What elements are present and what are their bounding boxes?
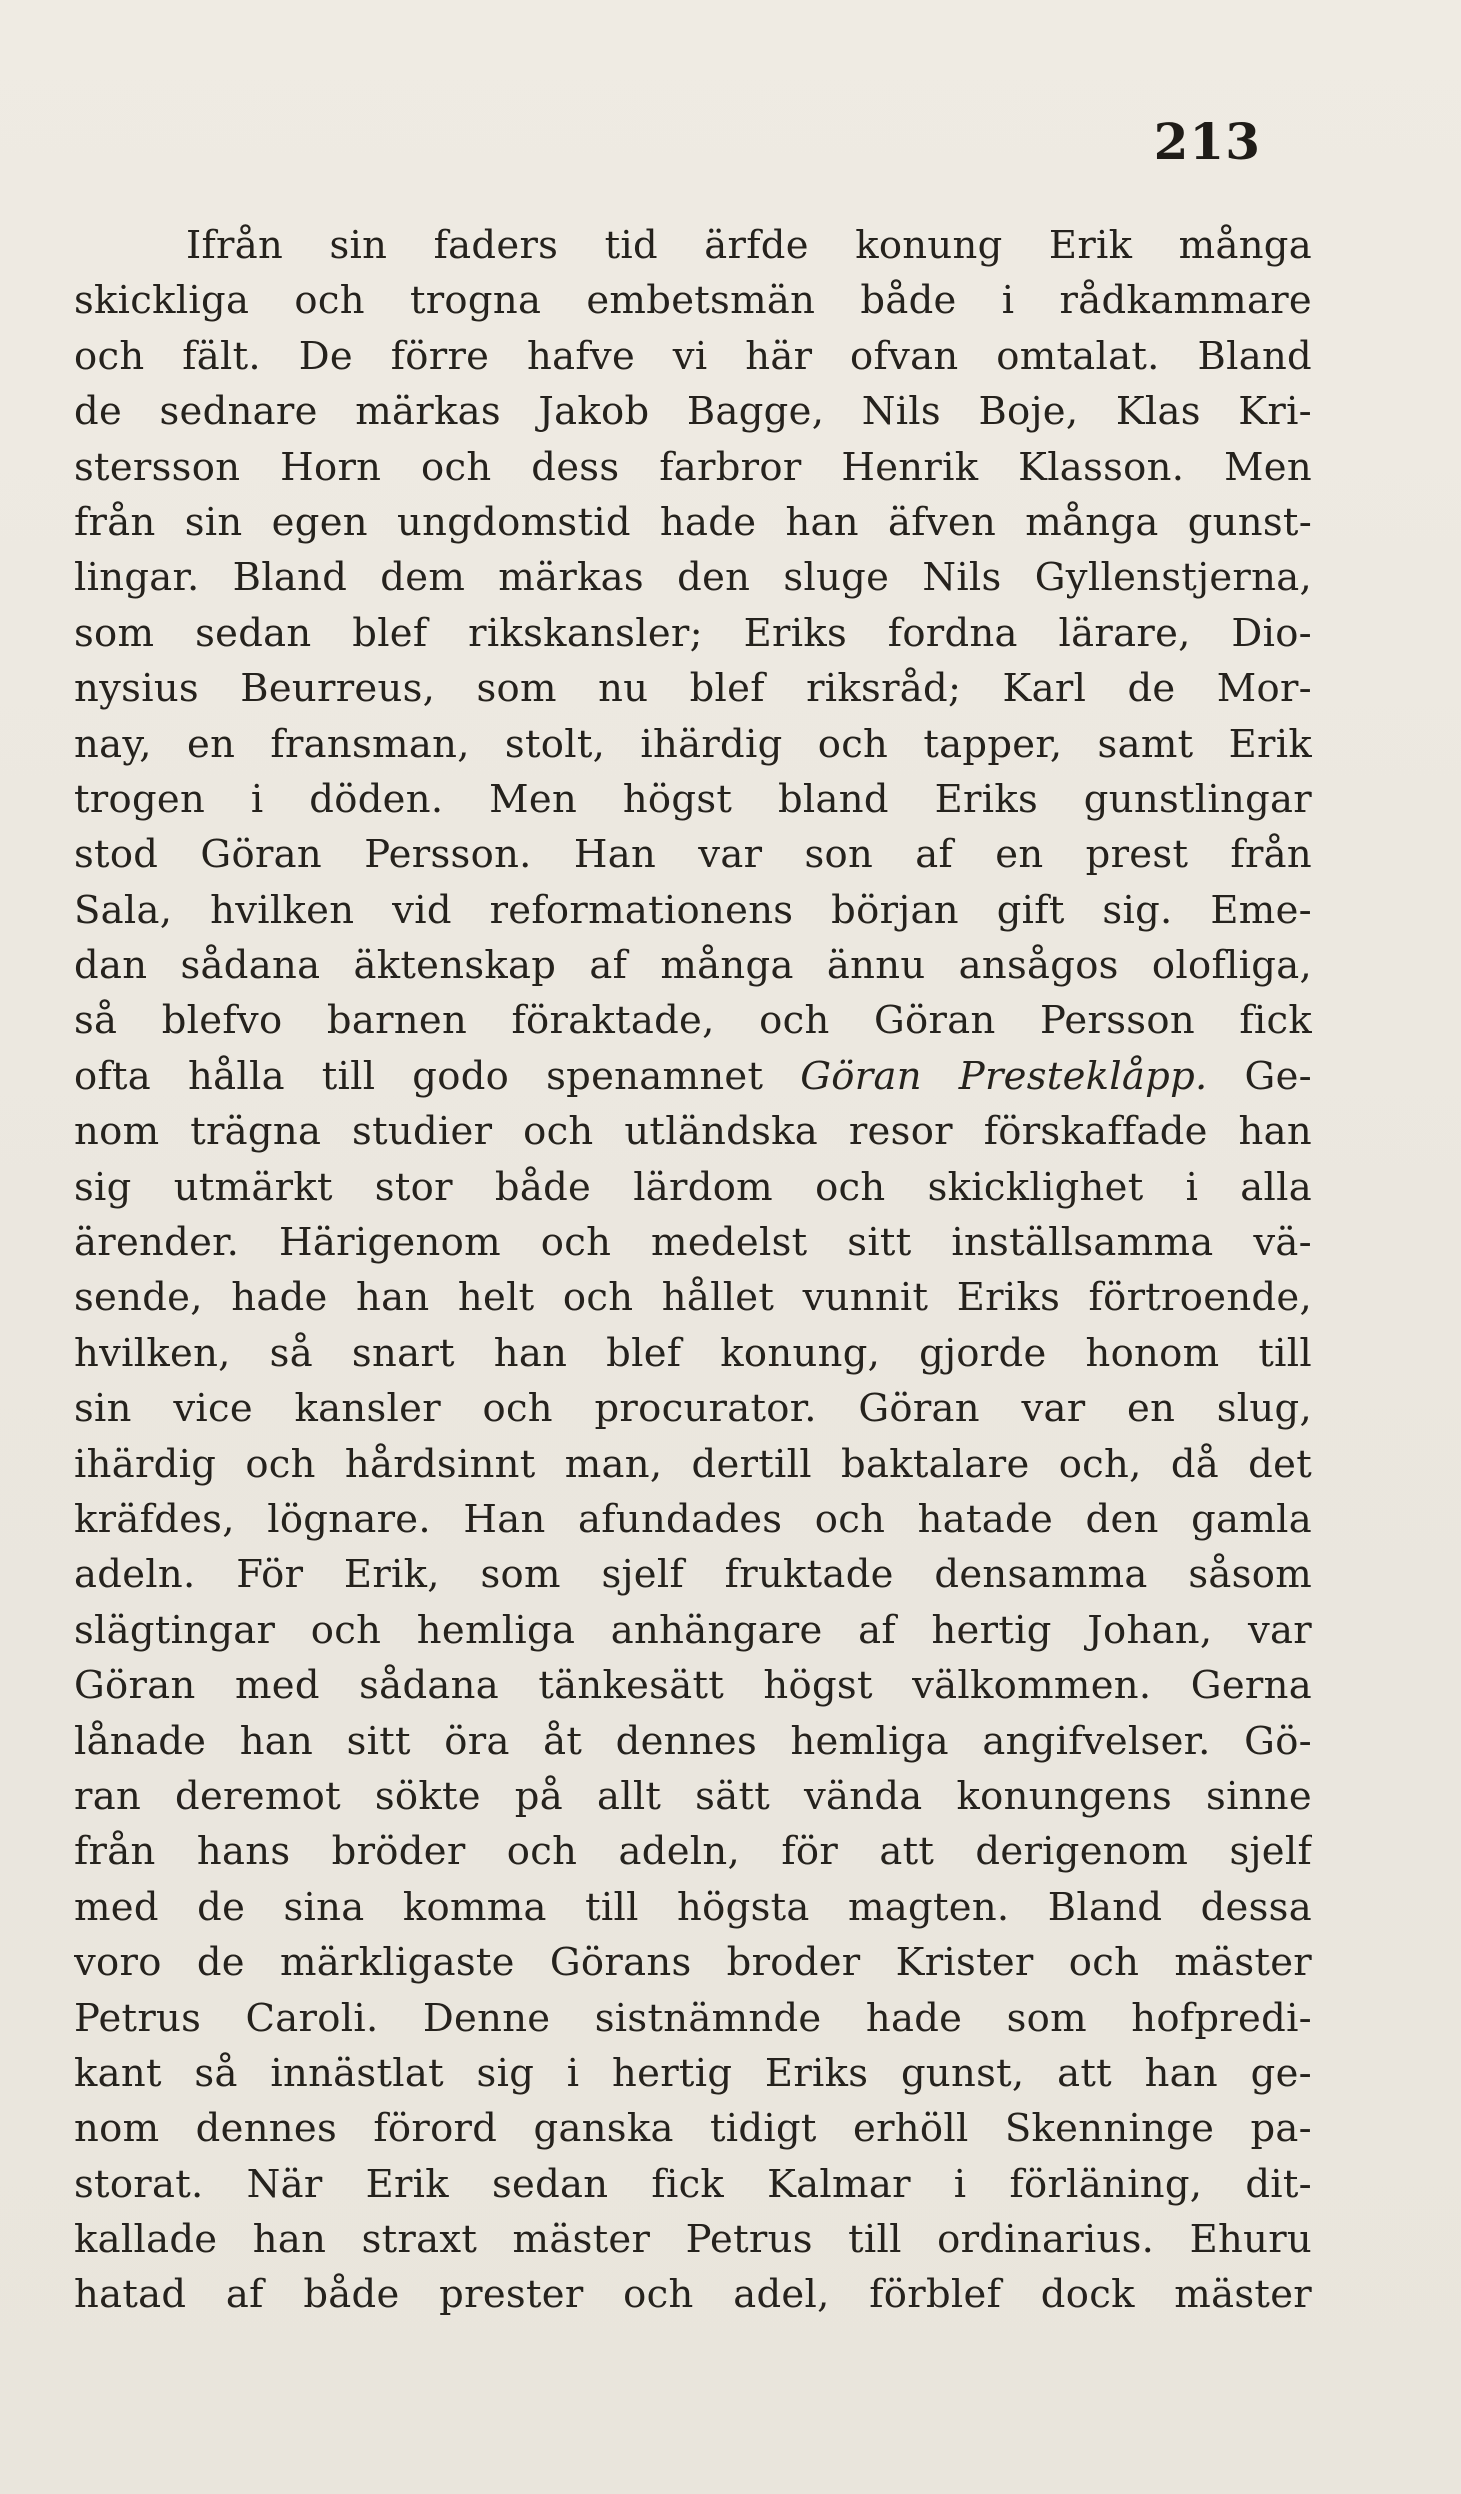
text-line: ärender. Härigenom och medelst sitt inställsamma vä- — [74, 1220, 1312, 1266]
text-line: hvilken, så snart han blef konung, gjorde honom till — [74, 1330, 1312, 1376]
text-line: kant så innästlat sig i hertig Eriks gunst, att han ge- — [74, 2050, 1312, 2096]
body-text — [74, 218, 1312, 2323]
text-line: skickliga och trogna embetsmän både i rådkammare — [74, 278, 1312, 324]
text-line: ran deremot sökte på allt sätt vända konungens sinne — [74, 1773, 1312, 1819]
text-line: så blefvo barnen föraktade, och Göran Persson fick — [74, 998, 1312, 1044]
text-line: adeln. För Erik, som sjelf fruktade densamma såsom — [74, 1552, 1312, 1598]
text-line: Göran med sådana tänkesätt högst välkommen. Gerna — [74, 1663, 1312, 1709]
text-line: storat. När Erik sedan fick Kalmar i förläning, dit- — [74, 2161, 1312, 2207]
text-line: nysius Beurreus, som nu blef riksråd; Karl de Mor- — [74, 666, 1312, 712]
text-line: lingar. Bland dem märkas den sluge Nils Gyllenstjerna, — [74, 555, 1312, 601]
italic-nickname: Göran Presteklåpp. — [800, 1053, 1208, 1099]
text-line: kallade han straxt mäster Petrus till ordinarius. Ehuru — [74, 2217, 1312, 2263]
text-line: stod Göran Persson. Han var son af en prest från — [74, 832, 1312, 878]
text-line: ihärdig och hårdsinnt man, dertill baktalare och, då det — [74, 1441, 1312, 1487]
text-line-mixed — [74, 1049, 1312, 1104]
text-line: som sedan blef rikskansler; Eriks fordna lärare, Dio- — [74, 610, 1312, 656]
text-line: och fält. De förre hafve vi här ofvan omtalat. Bland — [74, 333, 1312, 379]
text-segment: ofta hålla till godo spenamnet — [74, 1053, 764, 1099]
text-line: sende, hade han helt och hållet vunnit Eriks förtroende, — [74, 1275, 1312, 1321]
text-line: trogen i döden. Men högst bland Eriks gunstlingar — [74, 776, 1312, 822]
text-line: från hans bröder och adeln, för att derigenom sjelf — [74, 1829, 1312, 1875]
text-line: dan sådana äktenskap af många ännu ansågos olofliga, — [74, 943, 1312, 989]
text-line: nom trägna studier och utländska resor förskaffade han — [74, 1109, 1312, 1155]
text-line: från sin egen ungdomstid hade han äfven många gunst- — [74, 499, 1312, 545]
text-line: slägtingar och hemliga anhängare af hertig Johan, var — [74, 1607, 1312, 1653]
text-line: med de sina komma till högsta magten. Bland dessa — [74, 1884, 1312, 1930]
text-line: Sala, hvilken vid reformationens början gift sig. Eme- — [74, 887, 1312, 933]
text-line: voro de märkligaste Görans broder Krister och mäster — [74, 1940, 1312, 1986]
text-line: de sednare märkas Jakob Bagge, Nils Boje, Klas Kri- — [74, 389, 1312, 435]
text-line: lånade han sitt öra åt dennes hemliga angifvelser. Gö- — [74, 1718, 1312, 1764]
text-segment: Ge- — [1244, 1053, 1312, 1099]
text-line: nom dennes förord ganska tidigt erhöll Skenninge pa- — [74, 2106, 1312, 2152]
text-line: stersson Horn och dess farbror Henrik Klasson. Men — [74, 444, 1312, 490]
text-line: kräfdes, lögnare. Han afundades och hatade den gamla — [74, 1496, 1312, 1542]
page-number: 213 — [1153, 112, 1261, 171]
text-line: nay, en fransman, stolt, ihärdig och tapper, samt Erik — [74, 721, 1312, 767]
text-line: Ifrån sin faders tid ärfde konung Erik många — [186, 223, 1312, 268]
text-line: sin vice kansler och procurator. Göran var en slug, — [74, 1386, 1312, 1432]
text-line: hatad af både prester och adel, förblef dock mäster — [74, 2272, 1312, 2318]
text-line: sig utmärkt stor både lärdom och skicklighet i alla — [74, 1164, 1312, 1210]
text-line: Petrus Caroli. Denne sistnämnde hade som hofpredi- — [74, 1995, 1312, 2041]
